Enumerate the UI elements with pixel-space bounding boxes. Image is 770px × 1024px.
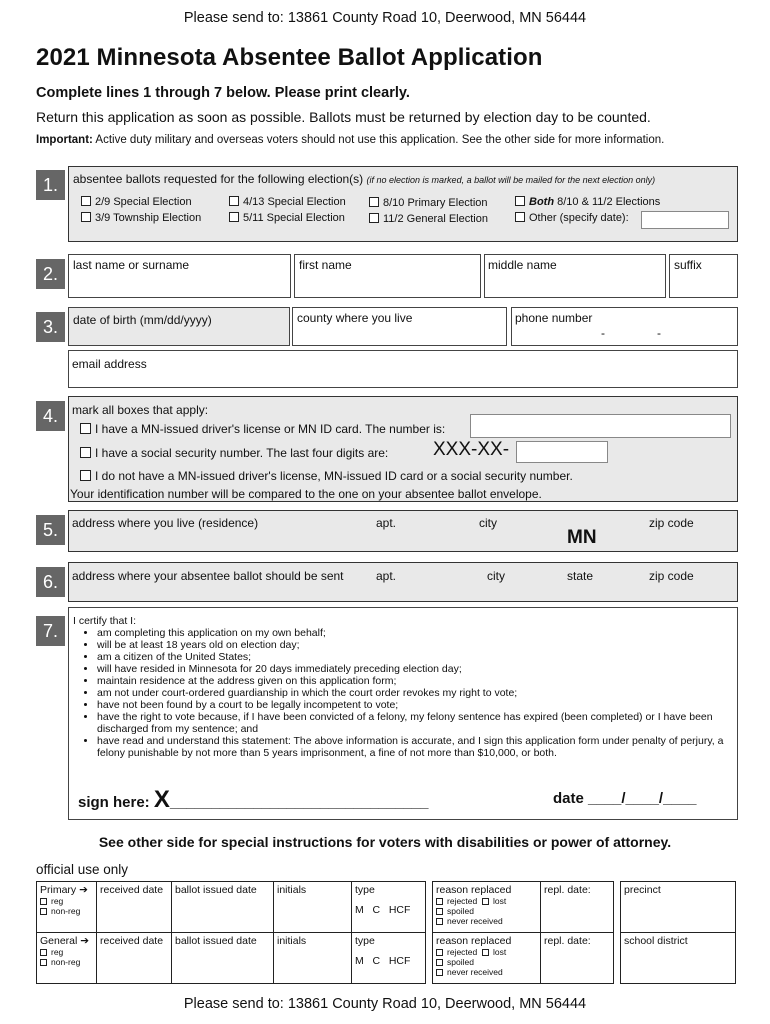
checkbox[interactable] <box>436 918 443 925</box>
type-cell[interactable]: type M C HCF <box>352 882 426 933</box>
section-7-number: 7. <box>36 616 65 646</box>
last-name-field[interactable] <box>68 254 291 298</box>
initials-cell[interactable]: initials <box>274 882 352 933</box>
certification-intro: I certify that I: <box>73 615 137 627</box>
date-underline: ____/____/____ <box>588 790 697 807</box>
ballot-issued-cell[interactable]: ballot issued date <box>172 882 274 933</box>
section-5-number: 5. <box>36 515 65 545</box>
checkbox[interactable] <box>40 959 47 966</box>
ssn-prefix: XXX-XX- <box>433 439 510 460</box>
reason-replaced-cell[interactable]: reason replaced rejected lost spoiled never received <box>433 933 541 984</box>
type-options: M C HCF <box>355 955 411 967</box>
option-8-10-primary[interactable]: 8/10 Primary Election <box>369 197 488 209</box>
email-label: email address <box>72 357 147 371</box>
certification-item: • am a citizen of the United States; <box>97 651 729 663</box>
residence-address-label: address where you live (residence) <box>72 516 259 530</box>
send-to-footer: Please send to: 13861 County Road 10, Deerwood, MN 56444 <box>183 996 587 1012</box>
signature-underline: _______________________________ <box>169 794 429 811</box>
received-date-cell[interactable]: received date <box>97 882 172 933</box>
section-2-number: 2. <box>36 259 65 289</box>
checkbox[interactable] <box>80 470 91 481</box>
received-date-cell[interactable]: received date <box>97 933 172 984</box>
arrow-right-icon: ➔ <box>79 884 88 896</box>
checkbox[interactable] <box>436 959 443 966</box>
section-4-identification <box>68 396 738 502</box>
official-use-table <box>36 881 426 984</box>
option-5-11-special[interactable]: 5/11 Special Election <box>229 212 345 224</box>
important-note <box>36 133 696 147</box>
mailing-city-label: city <box>487 569 505 583</box>
dob-label: date of birth (mm/dd/yyyy) <box>73 313 212 327</box>
ballot-issued-cell[interactable]: ballot issued date <box>172 933 274 984</box>
email-field[interactable] <box>68 350 738 388</box>
general-row <box>37 933 426 984</box>
checkbox[interactable] <box>40 908 47 915</box>
section-6-number: 6. <box>36 567 65 597</box>
checkbox[interactable] <box>80 423 91 434</box>
option-ssn[interactable]: I have a social security number. The last four digits are: <box>80 446 388 460</box>
checkbox[interactable] <box>482 949 489 956</box>
option-4-13-special[interactable]: 4/13 Special Election <box>229 196 346 208</box>
general-label: General <box>40 935 78 947</box>
certification-list <box>73 627 729 759</box>
phone-dash-1: - <box>601 326 605 340</box>
section-7-certification <box>68 607 738 820</box>
certification-item: • maintain residence at the address given on this application form; <box>97 675 729 687</box>
checkbox[interactable] <box>369 213 379 223</box>
see-other-side-note: See other side for special instructions for voters with disabilities or power of attorney. <box>98 834 672 850</box>
mailing-apt-label: apt. <box>376 569 397 583</box>
certification-item: • have the right to vote because, if I have been convicted of a felony, my felony sentence has expired (been completed) or I have been discharged from my sentence; and <box>97 711 729 735</box>
sign-here-label: sign here: <box>78 794 150 811</box>
middle-name-label: middle name <box>488 258 557 272</box>
form-subtitle: Complete lines 1 through 7 below. Please print clearly. <box>36 85 410 101</box>
checkbox[interactable] <box>515 212 525 222</box>
id-instructions: mark all boxes that apply: <box>72 403 209 417</box>
important-text: Active duty military and overseas voters should not use this application. See the other side for more information. <box>95 134 665 146</box>
important-label: Important: <box>36 134 93 146</box>
section-1-number: 1. <box>36 170 65 200</box>
option-2-9-special[interactable]: 2/9 Special Election <box>81 196 192 208</box>
elections-label-text: absentee ballots requested for the following election(s) <box>73 172 364 186</box>
checkbox[interactable] <box>482 898 489 905</box>
certification-item: • will be at least 18 years old on election day; <box>97 639 729 651</box>
official-use-heading: official use only <box>36 862 129 877</box>
send-to-header: Please send to: 13861 County Road 10, Deerwood, MN 56444 <box>183 10 587 26</box>
first-name-field[interactable] <box>294 254 481 298</box>
certification-item: • am completing this application on my own behalf; <box>97 627 729 639</box>
last-name-label: last name or surname <box>73 258 190 272</box>
section-1-elections <box>68 166 738 242</box>
checkbox[interactable] <box>40 949 47 956</box>
certification-item: • have not been found by a court to be legally incompetent to vote; <box>97 699 729 711</box>
residence-city-label: city <box>479 516 497 530</box>
reason-replaced-cell[interactable]: reason replaced rejected lost spoiled never received <box>433 882 541 933</box>
suffix-label: suffix <box>674 258 702 272</box>
primary-row <box>37 882 426 933</box>
arrow-right-icon: ➔ <box>80 935 90 947</box>
option-3-9-township[interactable]: 3/9 Township Election <box>81 212 201 224</box>
form-title: 2021 Minnesota Absentee Ballot Application <box>36 44 543 71</box>
phone-label: phone number <box>515 311 593 325</box>
checkbox[interactable] <box>436 898 443 905</box>
checkbox[interactable] <box>81 212 91 222</box>
option-both-elections[interactable]: Both 8/10 & 11/2 Elections <box>515 196 660 208</box>
section-4-number: 4. <box>36 401 65 431</box>
option-11-2-general[interactable]: 11/2 General Election <box>369 213 488 225</box>
sign-x-mark: X <box>153 786 170 813</box>
option-other-date[interactable]: Other (specify date): <box>515 212 629 224</box>
date-line[interactable] <box>553 790 696 807</box>
option-mn-license[interactable]: I have a MN-issued driver's license or MN ID card. The number is: <box>80 422 445 436</box>
phone-field[interactable] <box>511 307 738 346</box>
checkbox[interactable] <box>40 898 47 905</box>
license-number-input[interactable] <box>470 414 731 438</box>
precinct-cell[interactable]: precinct <box>621 882 736 933</box>
school-district-cell[interactable]: school district <box>621 933 736 984</box>
first-name-label: first name <box>299 258 352 272</box>
residence-zip-label: zip code <box>649 516 694 530</box>
primary-label: Primary <box>40 884 77 896</box>
district-table <box>620 881 736 984</box>
elections-note: (if no election is marked, a ballot will be mailed for the next election only) <box>366 175 656 185</box>
ssn-last-four-input[interactable] <box>516 441 608 463</box>
mailing-address-label: address where your absentee ballot should be sent <box>72 569 344 583</box>
type-cell[interactable]: type M C HCF <box>352 933 426 984</box>
mailing-zip-label: zip code <box>649 569 694 583</box>
checkbox[interactable] <box>229 212 239 222</box>
certification-item: • am not under court-ordered guardianship in which the court order revokes my right to vote; <box>97 687 729 699</box>
suffix-field[interactable] <box>669 254 738 298</box>
middle-name-field[interactable] <box>484 254 666 298</box>
checkbox[interactable] <box>81 196 91 206</box>
county-field[interactable] <box>292 307 507 346</box>
certification-item: • have read and understand this statement: The above information is accurate, and I sign this application form under penalty of perjury, a felony punishable by not more than 5 years imprisonment, a fine of not more than $10,000, or both. <box>97 735 729 759</box>
mailing-state-label: state <box>567 569 594 583</box>
initials-cell[interactable]: initials <box>274 933 352 984</box>
mailing-address-field[interactable] <box>68 562 738 602</box>
return-note: Return this application as soon as possible. Ballots must be returned by election day to be counted. <box>36 109 651 125</box>
checkbox[interactable] <box>436 949 443 956</box>
residence-apt-label: apt. <box>376 516 397 530</box>
residence-state-value: MN <box>567 527 597 548</box>
checkbox[interactable] <box>436 969 443 976</box>
type-options: M C HCF <box>355 904 411 916</box>
county-label: county where you live <box>297 311 413 325</box>
section-3-number: 3. <box>36 312 65 342</box>
primary-cell: Primary ➔ reg non-reg <box>37 882 97 933</box>
dob-field[interactable] <box>68 307 290 346</box>
checkbox[interactable] <box>229 196 239 206</box>
other-date-input[interactable] <box>641 211 729 229</box>
checkbox[interactable] <box>436 908 443 915</box>
replacement-table <box>432 881 614 984</box>
general-cell: General ➔ reg non-reg <box>37 933 97 984</box>
certification-text <box>73 615 729 759</box>
option-no-id[interactable]: I do not have a MN-issued driver's license, MN-issued ID card or a social security number. <box>80 469 573 483</box>
id-footnote: Your identification number will be compared to the one on your absentee ballot envelope. <box>70 487 542 501</box>
certification-item: • will have resided in Minnesota for 20 days immediately preceding election day; <box>97 663 729 675</box>
elections-label <box>73 172 655 186</box>
checkbox[interactable] <box>515 196 525 206</box>
repl-date-cell[interactable]: repl. date: <box>541 882 614 933</box>
repl-date-cell[interactable]: repl. date: <box>541 933 614 984</box>
date-label: date <box>553 790 584 807</box>
residence-address-field[interactable] <box>68 510 738 552</box>
checkbox[interactable] <box>369 197 379 207</box>
signature-line[interactable] <box>78 786 429 814</box>
checkbox[interactable] <box>80 447 91 458</box>
phone-dash-2: - <box>657 326 661 340</box>
